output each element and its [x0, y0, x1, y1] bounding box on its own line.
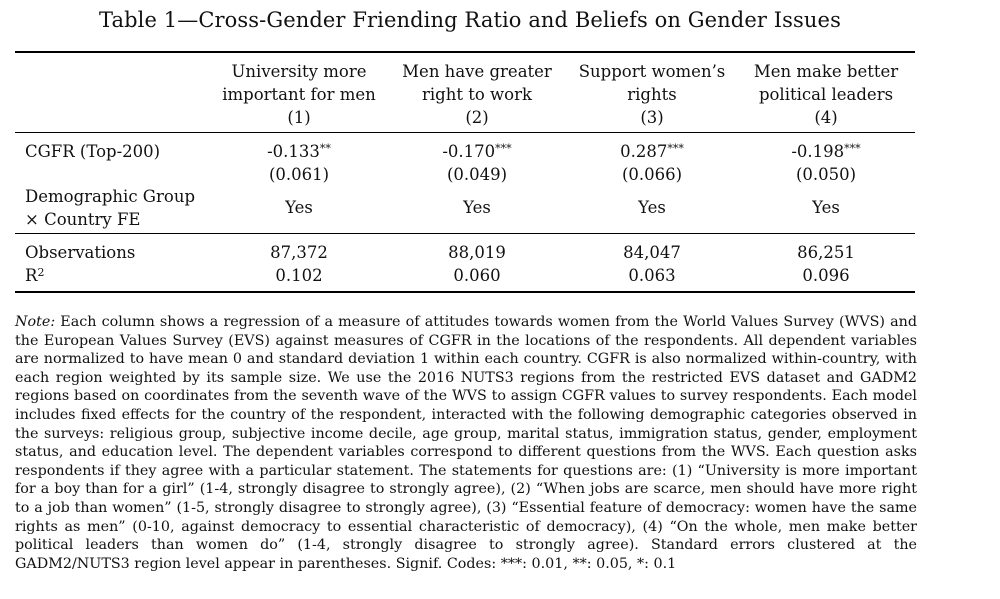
r2-value: 0.096 — [802, 266, 850, 285]
coefficient-value: -0.198 — [791, 142, 845, 161]
column-header-3 — [566, 60, 738, 129]
fe-indicator: Yes — [638, 198, 666, 217]
column-header-1 — [210, 60, 388, 129]
column-header-line: important for men — [222, 85, 376, 104]
significance-stars: *** — [667, 142, 684, 155]
observations-value: 87,372 — [270, 243, 328, 262]
observations-value: 84,047 — [623, 243, 681, 262]
table-title: Table 1—Cross-Gender Friending Ratio and Beliefs on Gender Issues — [99, 8, 841, 32]
row-label-line: Demographic Group — [25, 187, 196, 206]
table-note — [15, 313, 917, 573]
standard-error: (0.050) — [795, 165, 857, 184]
row-label-r2 — [25, 264, 44, 287]
column-header-line: University more — [231, 62, 367, 81]
observations-value: 86,251 — [797, 243, 855, 262]
note-text: Each column shows a regression of a measure of attitudes towards women from the World Values Survey (WVS) and the European Values Survey (EVS) against measures of CGFR in the locations of the respondents. All dependent variables are normalized to have mean 0 and standard deviation 1 within each country. CGFR is also normalized within-country, with each region weighted by its sample size. We use the 2016 NUTS3 regions from the restricted EVS dataset and GADM2 regions based on coordinates from the seventh wave of the WVS to assign CGFR values to survey respondents. Each model includes fixed effects for the country of the respondent, interacted with the following demographic categories observed in the surveys: religious group, subjective income decile, age group, marital status, immigration status, gender, employment status, and education level. The dependent variables correspond to different questions from the WVS. Each question asks respondents if they agree with a particular statement. The statements for questions are: (1) “University is more important for a boy than for a girl” (1-4, strongly disagree to strongly agree), (2) “When jobs are scarce, men should have more right to a job than women” (1-5, strongly disagree to strongly agree), (3) “Essential feature of democracy: women have the same rights as men” (0-10, against democracy to essential characteristic of democracy), (4) “On the whole, men make better political leaders than women do” (1-4, strongly disagree to strongly agree). Standard errors clustered at the GADM2/NUTS3 region level appear in parentheses. Signif. Codes: ***: 0.01, **: 0.05, *: 0.1 — [15, 314, 918, 572]
top-rule — [15, 51, 915, 53]
row-label-line: × Country FE — [25, 210, 141, 229]
observations-value: 88,019 — [448, 243, 506, 262]
significance-stars: ** — [319, 142, 331, 155]
row-label-fe — [25, 185, 195, 231]
column-header-4 — [738, 60, 914, 129]
fe-indicator: Yes — [463, 198, 491, 217]
standard-error: (0.049) — [446, 165, 508, 184]
r2-value: 0.060 — [453, 266, 501, 285]
standard-error: (0.066) — [621, 165, 683, 184]
column-header-line: Men have greater — [402, 62, 552, 81]
column-header-line: Men make better — [753, 62, 899, 81]
standard-error: (0.061) — [268, 165, 330, 184]
column-header-line: Support women’s — [578, 62, 726, 81]
column-header-2 — [388, 60, 566, 129]
header-rule — [15, 132, 915, 133]
coefficient-value: 0.287 — [620, 142, 668, 161]
fe-indicator: Yes — [812, 198, 840, 217]
column-number: (2) — [465, 108, 489, 127]
fe-indicator: Yes — [285, 198, 313, 217]
column-header-line: right to work — [422, 85, 532, 104]
bottom-rule — [15, 291, 915, 293]
coefficient-value: -0.170 — [442, 142, 496, 161]
note-label: Note: — [15, 314, 56, 330]
column-header-line: political leaders — [758, 85, 894, 104]
significance-stars: *** — [844, 142, 861, 155]
r2-label: R — [25, 266, 38, 285]
row-label-observations: Observations — [25, 243, 136, 262]
column-number: (3) — [640, 108, 664, 127]
column-header-line: rights — [627, 85, 677, 104]
coefficient-value: -0.133 — [267, 142, 320, 161]
r2-value: 0.063 — [628, 266, 676, 285]
r2-superscript: 2 — [37, 266, 45, 279]
significance-stars: *** — [495, 142, 512, 155]
coefficient-cell — [738, 140, 914, 163]
r2-value: 0.102 — [275, 266, 323, 285]
column-number: (1) — [287, 108, 311, 127]
coefficient-cell — [388, 140, 566, 163]
column-number: (4) — [814, 108, 838, 127]
coefficient-cell — [210, 140, 388, 163]
row-label-cgfr: CGFR (Top-200) — [25, 142, 161, 161]
stats-rule — [15, 233, 915, 234]
coefficient-cell — [566, 140, 738, 163]
